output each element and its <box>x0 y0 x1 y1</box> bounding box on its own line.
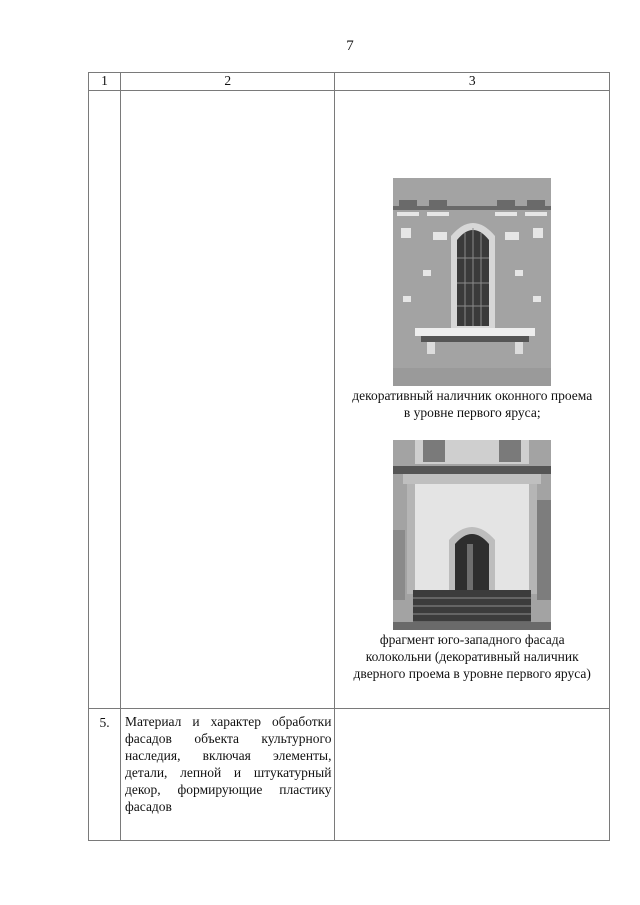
row-number: 5. <box>89 709 121 841</box>
photo-caption <box>335 387 609 421</box>
bell-tower-door-photo-icon <box>393 440 551 630</box>
row-photos-cell <box>335 91 610 709</box>
window-frame-photo-icon <box>393 178 551 386</box>
caption-line: колокольни (декоративный наличник <box>365 649 579 664</box>
page-number: 7 <box>346 38 354 54</box>
table-header-row <box>89 73 610 91</box>
header-cell-3: 3 <box>335 73 610 91</box>
header-cell-1: 1 <box>89 73 121 91</box>
caption-line: декоративный наличник оконного проема <box>352 388 593 403</box>
photo-figure-window <box>335 91 609 421</box>
row-description: Материал и характер обработки фасадов объекта культурного наследия, включая элементы, детали, лепной и штукатурный декор, формирующие пластику фасадов <box>121 709 335 841</box>
photo-caption <box>335 631 609 682</box>
photo-figure-door <box>335 421 609 682</box>
table-row <box>89 91 610 709</box>
table-row <box>89 709 610 841</box>
row-number <box>89 91 121 709</box>
row-description <box>121 91 335 709</box>
caption-line: фрагмент юго-западного фасада <box>379 632 565 647</box>
caption-line: дверного проема в уровне первого яруса) <box>353 666 591 681</box>
features-table <box>88 72 610 841</box>
row-photos-cell <box>335 709 610 841</box>
caption-line: в уровне первого яруса; <box>403 405 541 420</box>
header-cell-2: 2 <box>121 73 335 91</box>
